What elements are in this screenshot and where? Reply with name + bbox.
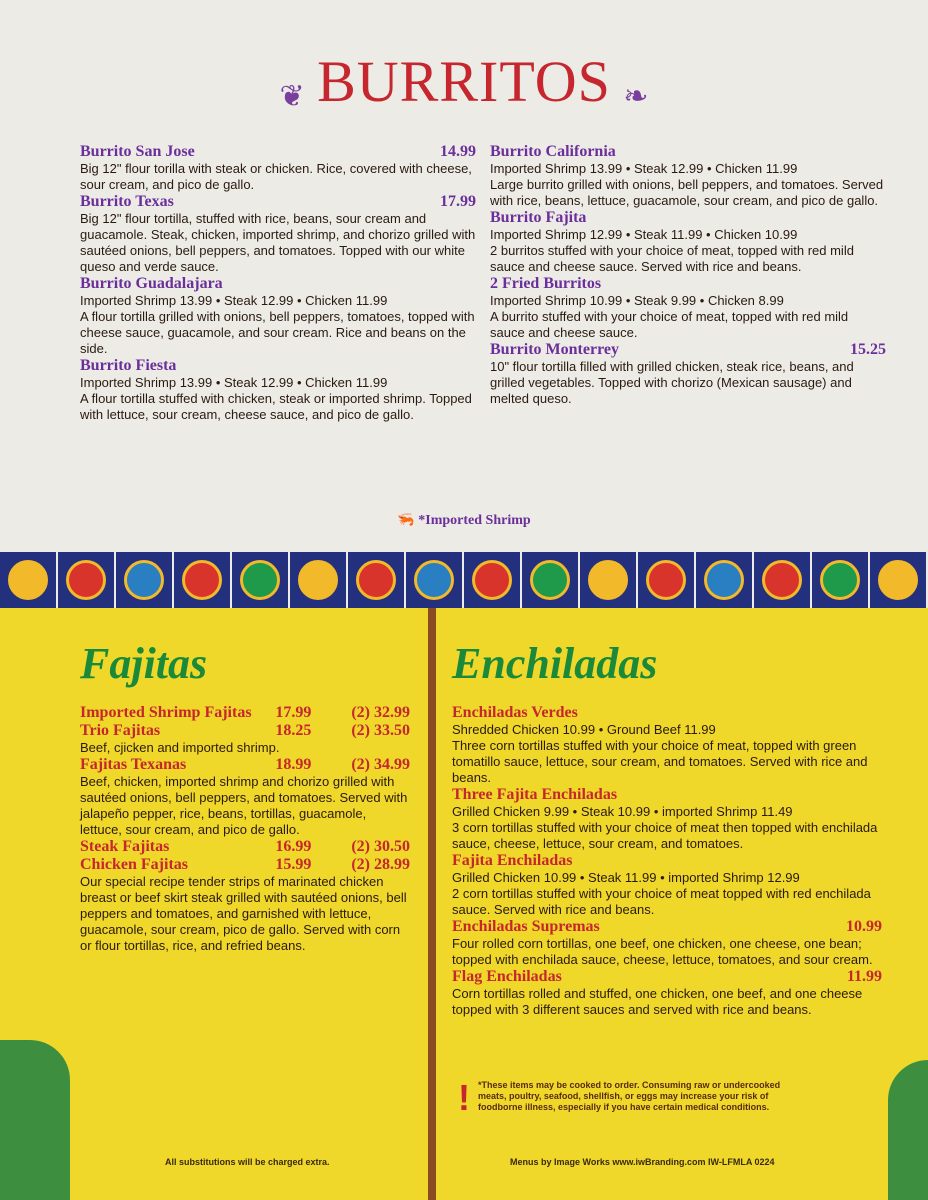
food-warning: ! *These items may be cooked to order. Consuming raw or undercooked meats, poultry, seafood, shellfish, or eggs may increase your risk of foodborne illness, especially if you have certain medical conditions. [458,1077,781,1118]
item-price: 17.99 [440,193,476,210]
item-description [452,722,882,786]
item-name-row [80,143,476,161]
item-name: Chicken Fajitas [80,856,188,873]
item-name: Burrito Fiesta [80,357,177,374]
item-name-row [452,968,882,986]
tile-circle [646,560,686,600]
description-line: Big 12" flour tortilla, stuffed with rice, beans, sour cream and guacamole. Steak, chicken, imported shrimp, and chorizo grilled with sautéed onions, bell peppers, and tomatoes. Topped with our white queso and verde sauce. [80,211,476,274]
tile-icon [406,552,464,608]
menu-item [452,786,882,852]
item-price: 14.99 [440,143,476,160]
item-description [490,161,886,209]
description-line: Beef, cjicken and imported shrimp. [80,740,280,755]
item-name: Burrito Texas [80,193,174,210]
menu-item [452,918,882,968]
item-prices [275,756,410,774]
description-line: Imported Shrimp 13.99 • Steak 12.99 • Chicken 11.99 [490,161,798,176]
cactus-right-icon [888,1060,928,1200]
item-name-row [452,786,882,804]
item-price: 15.99 [275,856,312,873]
menu-item [452,852,882,918]
menu-item [80,838,410,856]
enchiladas-list [452,704,882,1018]
item-name-row [80,838,410,856]
tile-circle [762,560,802,600]
item-description [80,874,410,954]
item-name: Burrito California [490,143,616,160]
tile-circle [182,560,222,600]
description-line: Large burrito grilled with onions, bell peppers, and tomatoes. Served with rice, beans, lettuce, guacamole, sour cream, and pico de gallo. [490,177,884,208]
menu-item [80,756,410,838]
description-line: Imported Shrimp 13.99 • Steak 12.99 • Chicken 11.99 [80,293,388,308]
tile-icon [580,552,638,608]
item-name: Flag Enchiladas [452,968,562,985]
menu-item [80,357,476,423]
description-line: Shredded Chicken 10.99 • Ground Beef 11.99 [452,722,716,737]
item-name-row [80,193,476,211]
tile-icon [0,552,58,608]
item-name-row [490,275,886,293]
menu-item [80,722,410,756]
flourish-left-icon: ❦ [279,80,305,114]
tile-icon [58,552,116,608]
tile-circle [66,560,106,600]
item-price-double: (2) 33.50 [351,722,410,739]
enchiladas-title: Enchiladas [452,639,658,688]
item-description [80,293,476,357]
description-line: A burrito stuffed with your choice of meat, topped with red mild sauce and cheese sauce. [490,309,849,340]
item-description [80,740,410,756]
shrimp-icon: 🦐 [397,513,415,528]
item-name: Imported Shrimp Fajitas [80,704,252,721]
item-name: Three Fajita Enchiladas [452,786,618,803]
description-line: Imported Shrimp 10.99 • Steak 9.99 • Chicken 8.99 [490,293,784,308]
item-name: Enchiladas Supremas [452,918,600,935]
item-price: 18.99 [275,756,312,773]
description-line: Grilled Chicken 9.99 • Steak 10.99 • imported Shrimp 11.49 [452,804,793,819]
tile-circle [414,560,454,600]
warning-icon: ! [458,1077,470,1118]
item-name: Burrito Guadalajara [80,275,223,292]
tile-icon [638,552,696,608]
imported-shrimp-note: 🦐 *Imported Shrimp [397,513,531,528]
item-name-row [80,756,410,774]
tile-circle [298,560,338,600]
description-line: A flour tortilla stuffed with chicken, steak or imported shrimp. Topped with lettuce, sour cream, cheese sauce, and pico de gallo. [80,391,472,422]
item-price: 16.99 [275,838,312,855]
item-prices [275,856,410,874]
tile-icon [464,552,522,608]
item-description [80,375,476,423]
item-prices [275,722,410,740]
burritos-title: BURRITOS [317,49,611,114]
burritos-right-column [490,143,886,407]
tile-circle [8,560,48,600]
tile-icon [870,552,928,608]
item-name-row [452,852,882,870]
item-description [490,359,886,407]
item-name-row [80,722,410,740]
tile-icon [232,552,290,608]
tile-circle [878,560,918,600]
menu-item [80,143,476,193]
menu-item [80,275,476,357]
item-name-row [80,856,410,874]
item-name-row [452,704,882,722]
column-divider [428,608,436,1200]
decorative-tile-border [0,552,928,608]
item-prices [275,704,410,722]
description-line: Corn tortillas rolled and stuffed, one chicken, one beef, and one cheese topped with 3 different sauces and served with rice and beans. [452,986,863,1017]
item-description [452,870,882,918]
description-line: A flour tortilla grilled with onions, bell peppers, tomatoes, topped with cheese sauce, guacamole, and sour cream. Rice and beans on the side. [80,309,475,356]
item-description [490,227,886,275]
item-price-double: (2) 28.99 [351,856,410,873]
item-name: Burrito Fajita [490,209,587,226]
item-price: 10.99 [846,918,882,935]
menu-item [490,143,886,209]
item-name-row [452,918,882,936]
description-line: 2 burritos stuffed with your choice of meat, topped with red mild sauce and cheese sauce. Served with rice and beans. [490,243,854,274]
menu-item [80,193,476,275]
menu-item [490,209,886,275]
item-price: 17.99 [275,704,312,721]
burritos-header [0,48,928,115]
item-name: 2 Fried Burritos [490,275,602,292]
tile-icon [348,552,406,608]
item-description [80,774,410,838]
tile-circle [704,560,744,600]
tile-icon [290,552,348,608]
description-line: Four rolled corn tortillas, one beef, one chicken, one cheese, one bean; topped with enchilada sauce, cheese, lettuce, tomatoes, and sour cream. [452,936,873,967]
item-description [80,161,476,193]
cactus-left-icon [0,1040,70,1200]
tile-circle [530,560,570,600]
description-line: Beef, chicken, imported shrimp and chorizo grilled with sautéed onions, bell peppers, and tomatoes. Served with jalapeño pepper, rice, beans, tortillas, guacamole, lettuce, sour cream, and pico de gallo. [80,774,408,837]
description-line: Grilled Chicken 10.99 • Steak 11.99 • imported Shrimp 12.99 [452,870,800,885]
item-description [452,804,882,852]
tile-circle [588,560,628,600]
menu-item [452,704,882,786]
item-description [452,936,882,968]
item-name-row [80,275,476,293]
description-line: Three corn tortillas stuffed with your choice of meat, topped with green tomatillo sauce, lettuce, sour cream, and tomatoes. Served with rice and beans. [452,738,868,785]
burritos-left-column [80,143,476,423]
item-name-row [80,357,476,375]
item-name: Fajita Enchiladas [452,852,573,869]
item-price: 18.25 [275,722,312,739]
tile-circle [124,560,164,600]
item-name-row [490,209,886,227]
fajitas-list [80,704,410,954]
tile-icon [116,552,174,608]
description-line: 2 corn tortillas stuffed with your choice of meat topped with red enchilada sauce. Served with rice and beans. [452,886,871,917]
item-name-row [490,143,886,161]
tile-circle [472,560,512,600]
item-name: Burrito Monterrey [490,341,619,358]
credits-note: Menus by Image Works www.iwBranding.com IW-LFMLA 0224 [510,1157,775,1167]
flourish-right-icon: ❧ [623,80,649,114]
fajitas-title: Fajitas [80,639,208,688]
description-line: Imported Shrimp 13.99 • Steak 12.99 • Chicken 11.99 [80,375,388,390]
tile-icon [696,552,754,608]
item-price-double: (2) 34.99 [351,756,410,773]
item-name-row [80,704,410,722]
tile-icon [174,552,232,608]
item-price-double: (2) 30.50 [351,838,410,855]
item-prices [275,838,410,856]
description-line: Big 12" flour torilla with steak or chicken. Rice, covered with cheese, sour cream, and pico de gallo. [80,161,472,192]
substitutions-note: All substitutions will be charged extra. [165,1157,330,1167]
tile-icon [812,552,870,608]
item-name: Burrito San Jose [80,143,195,160]
tile-circle [356,560,396,600]
item-name: Trio Fajitas [80,722,161,739]
tile-circle [820,560,860,600]
item-name-row [490,341,886,359]
item-name: Enchiladas Verdes [452,704,578,721]
item-price: 15.25 [850,341,886,358]
menu-item [80,704,410,722]
menu-item [490,341,886,407]
description-line: 3 corn tortillas stuffed with your choice of meat then topped with enchilada sauce, cheese, lettuce, sour cream, and tomatoes. [452,820,878,851]
menu-item [80,856,410,954]
tile-circle [240,560,280,600]
menu-item [490,275,886,341]
menu-item [452,968,882,1018]
description-line: 10" flour tortilla filled with grilled chicken, steak rice, beans, and grilled vegetables. Topped with chorizo (Mexican sausage) and melted queso. [490,359,854,406]
item-name: Fajitas Texanas [80,756,187,773]
tile-icon [522,552,580,608]
item-name: Steak Fajitas [80,838,170,855]
item-description [490,293,886,341]
item-price-double: (2) 32.99 [351,704,410,721]
item-description [80,211,476,275]
item-price: 11.99 [846,968,882,985]
tile-icon [754,552,812,608]
description-line: Our special recipe tender strips of marinated chicken breast or beef skirt steak grilled with sautéed onions, bell peppers and tomatoes, and garnished with lettuce, guacamole, sour cream, pico de gallo. Served with corn or flour tortillas, rice, and refried beans. [80,874,407,953]
description-line: Imported Shrimp 12.99 • Steak 11.99 • Chicken 10.99 [490,227,798,242]
item-description [452,986,882,1018]
